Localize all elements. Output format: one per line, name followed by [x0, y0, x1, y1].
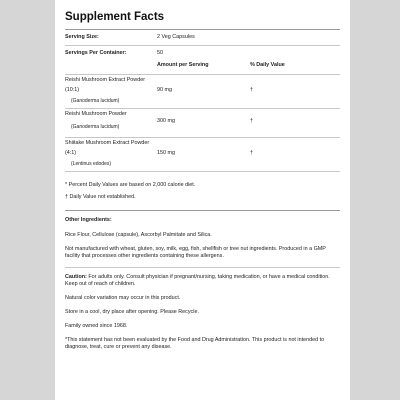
- serving-size-label: Serving Size:: [65, 34, 99, 40]
- servings-per-container-label: Servings Per Container:: [65, 50, 127, 56]
- footnotes: [65, 172, 340, 210]
- ingredient-latin-name: (Lentinus edodes): [71, 161, 112, 167]
- serving-size-value: 2 Veg Capsules: [157, 34, 195, 40]
- page-title: Supplement Facts: [65, 11, 165, 23]
- other-info: [65, 217, 340, 351]
- amount-column-header: Amount per Serving: [157, 62, 209, 68]
- family-owned-note: Family owned since 1968.: [65, 323, 128, 329]
- storage-note: Store in a cool, dry place after opening. Please Recycle.: [65, 309, 199, 315]
- ingredient-item: [65, 75, 340, 108]
- caution-label: Caution:: [65, 274, 87, 280]
- servings-per-container-row: [65, 46, 340, 61]
- ingredient-dv: †: [250, 118, 253, 124]
- percent-dv-footnote: * Percent Daily Values are based on 2,000 calorie diet.: [65, 182, 196, 188]
- caution-text: For adults only. Consult physician if pregnant/nursing, taking medication, or have a medical condition. Keep out of reach of children.: [65, 274, 330, 287]
- ingredient-name: Shiitake Mushroom Extract Powder: [65, 140, 150, 146]
- ingredient-latin-name: (Ganoderma lucidum): [71, 98, 120, 104]
- column-header-row: [65, 61, 340, 74]
- ingredient-dv: †: [250, 87, 253, 93]
- ingredient-item: [65, 138, 340, 171]
- other-ingredients-heading: Other Ingredients:: [65, 217, 112, 223]
- ingredient-ratio: (10:1): [65, 87, 80, 93]
- dagger-footnote: † Daily Value not established.: [65, 194, 136, 200]
- allergen-statement: Not manufactured with wheat, gluten, soy, milk, egg, fish, shellfish or tree nut ingredients. Produced in a GMP facility that processes other ingredients containing these allergens.: [65, 246, 326, 259]
- ingredient-latin-name: (Ganoderma lucidum): [71, 124, 120, 130]
- other-ingredients-list: Rice Flour, Cellulose (capsule), Ascorbyl Palmitate and Silica.: [65, 232, 212, 238]
- ingredient-dv: †: [250, 150, 253, 156]
- servings-per-container-value: 50: [157, 50, 163, 56]
- ingredient-name: Reishi Mushroom Extract Powder: [65, 77, 145, 83]
- ingredient-amount: 90 mg: [157, 87, 172, 93]
- ingredient-amount: 150 mg: [157, 150, 175, 156]
- ingredient-item: [65, 109, 340, 137]
- serving-size-row: [65, 30, 340, 45]
- divider: [65, 210, 340, 211]
- fda-disclaimer: *This statement has not been evaluated by the Food and Drug Administration. This product is not intended to diagnose, treat, cure or prevent any disease.: [65, 337, 325, 350]
- ingredient-name: Reishi Mushroom Powder: [65, 111, 127, 117]
- supplement-facts-panel: [55, 0, 350, 400]
- divider: [65, 267, 340, 268]
- ingredient-ratio: (4:1): [65, 150, 77, 156]
- dv-column-header: % Daily Value: [250, 62, 285, 68]
- ingredient-amount: 300 mg: [157, 118, 175, 124]
- color-variation-note: Natural color variation may occur in this product.: [65, 295, 181, 301]
- caution-statement: [65, 274, 340, 288]
